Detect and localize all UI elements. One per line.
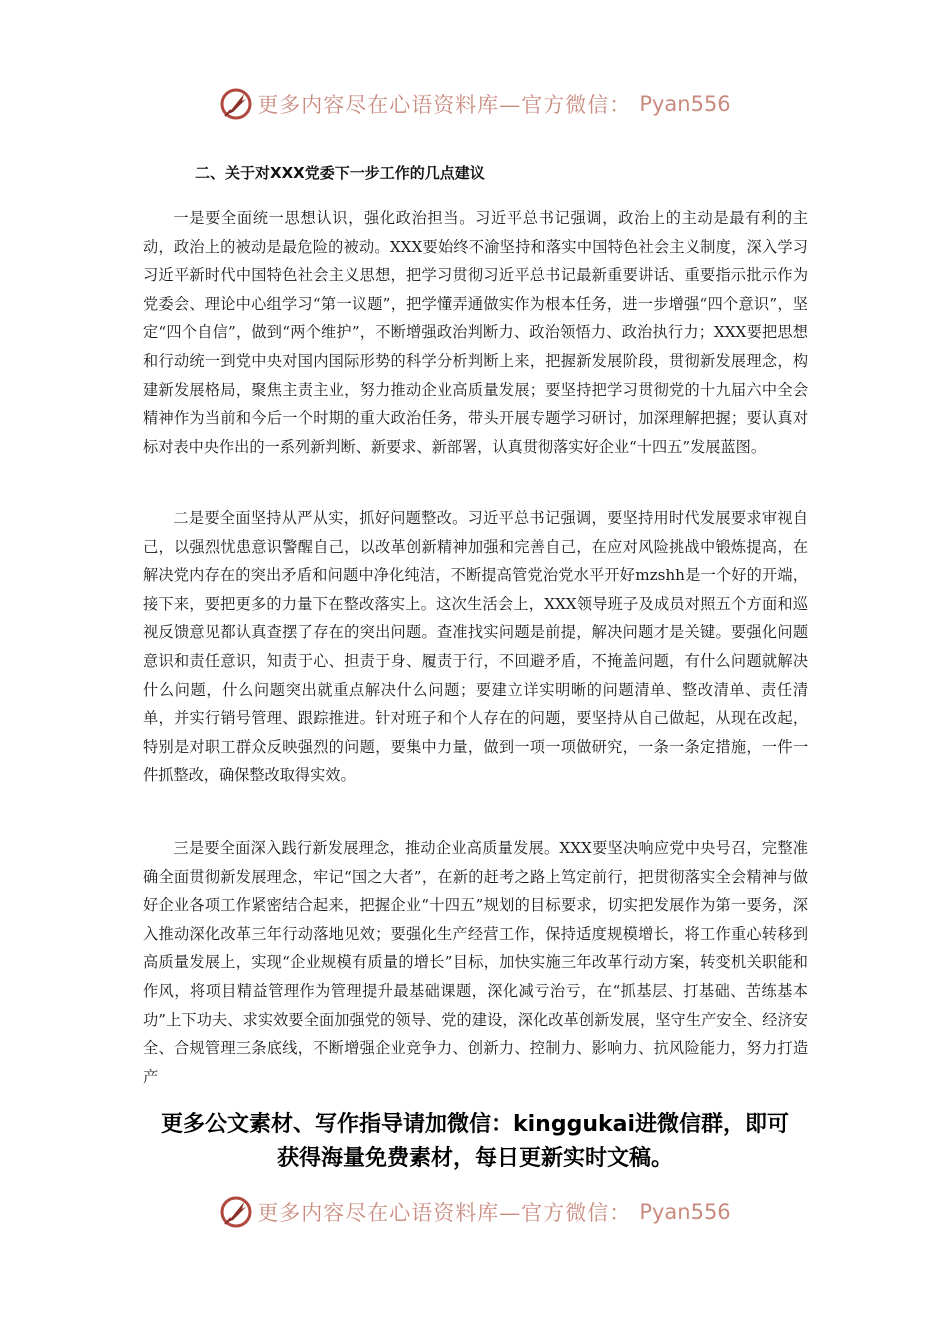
promo-banner — [100, 1108, 850, 1176]
watermark-text: 更多内容尽在心语资料库—官方微信： — [257, 1201, 632, 1225]
body-paragraph: 三是要全面深入践行新发展理念，推动企业高质量发展。XXX要坚决响应党中央号召，完整准确全面贯彻新发展理念，牢记“国之大者”，在新的赶考之路上笃定前行，把贯彻落实全会精神与做好企业各项工作紧密结合起来，把握企业“十四五”规划的目标要求，切实把发展作为第一要务，深入推动深化改革三年行动落地见效；要强化生产经营工作，保持适度规模增长，将工作重心转移到高质量发展上，实现“企业规模有质量的增长”目标，加快实施三年改革行动方案，转变机关职能和作风，将项目精益管理作为管理提升最基础课题，深化减亏治亏，在“抓基层、打基础、苦练基本功”上下功夫、求实效要全面加强党的领导、党的建设，深化改革创新发展，坚守生产安全、经济安全、合规管理三条底线，不断增强企业竞争力、创新力、控制力、影响力、抗风险能力，努力打造产 — [143, 839, 808, 1086]
paragraph-block-2 — [143, 504, 808, 820]
body-paragraph: 二是要全面坚持从严从实，抓好问题整改。习近平总书记强调，要坚持用时代发展要求审视自己，以强烈忧患意识警醒自己，以改革创新精神加强和完善自己，在应对风险挑战中锻炼提高，在解决党内存在的突出矛盾和问题中净化纯洁，不断提高管党治党水平开好mzshh是一个好的开端，接下来，要把更多的力量下在整改落实上。这次生活会上，XXX领导班子及成员对照五个方面和巡视反馈意见都认真查摆了存在的突出问题。查准找实问题是前提，解决问题才是关键。要强化问题意识和责任意识，知责于心、担责于身、履责于行，不回避矛盾，不掩盖问题，有什么问题就解决什么问题，什么问题突出就重点解决什么问题；要建立详实明晰的问题清单、整改清单、责任清单，并实行销号管理、跟踪推进。针对班子和个人存在的问题，要坚持从自己做起，从现在改起，特别是对职工群众反映强烈的问题，要集中力量，做到一项一项做研究，一条一条定措施，一件一件抓整改，确保整改取得实效。 — [143, 509, 808, 785]
feather-pen-circle-icon — [219, 87, 253, 121]
paragraph-block-3 — [143, 834, 808, 1092]
paragraph-block-1 — [143, 204, 808, 490]
promo-line-1: 更多公文素材、写作指导请加微信：kinggukai进微信群，即可 — [160, 1112, 789, 1137]
section-heading: 二、关于对XXX党委下一步工作的几点建议 — [195, 164, 485, 182]
watermark-text: 更多内容尽在心语资料库—官方微信： — [257, 93, 632, 117]
watermark-footer — [0, 1192, 950, 1232]
watermark-wechat-id: Pyan556 — [639, 92, 731, 116]
watermark-header — [0, 84, 950, 124]
promo-line-2: 获得海量免费素材，每日更新实时文稿。 — [276, 1146, 673, 1171]
body-paragraph: 一是要全面统一思想认识，强化政治担当。习近平总书记强调，政治上的主动是最有利的主动，政治上的被动是最危险的被动。XXX要始终不渝坚持和落实中国特色社会主义制度，深入学习习近平新时代中国特色社会主义思想，把学习贯彻习近平总书记最新重要讲话、重要指示批示作为党委会、理论中心组学习“第一议题”，把学懂弄通做实作为根本任务，进一步增强“四个意识”，坚定“四个自信”，做到“两个维护”，不断增强政治判断力、政治领悟力、政治执行力；XXX要把思想和行动统一到党中央对国内国际形势的科学分析判断上来，把握新发展阶段，贯彻新发展理念，构建新发展格局，聚焦主责主业，努力推动企业高质量发展；要坚持把学习贯彻党的十九届六中全会精神作为当前和今后一个时期的重大政治任务，带头开展专题学习研讨，加深理解把握；要认真对标对表中央作出的一系列新判断、新要求、新部署，认真贯彻落实好企业“十四五”发展蓝图。 — [143, 209, 808, 456]
watermark-wechat-id: Pyan556 — [639, 1200, 731, 1224]
feather-pen-circle-icon — [219, 1195, 253, 1229]
